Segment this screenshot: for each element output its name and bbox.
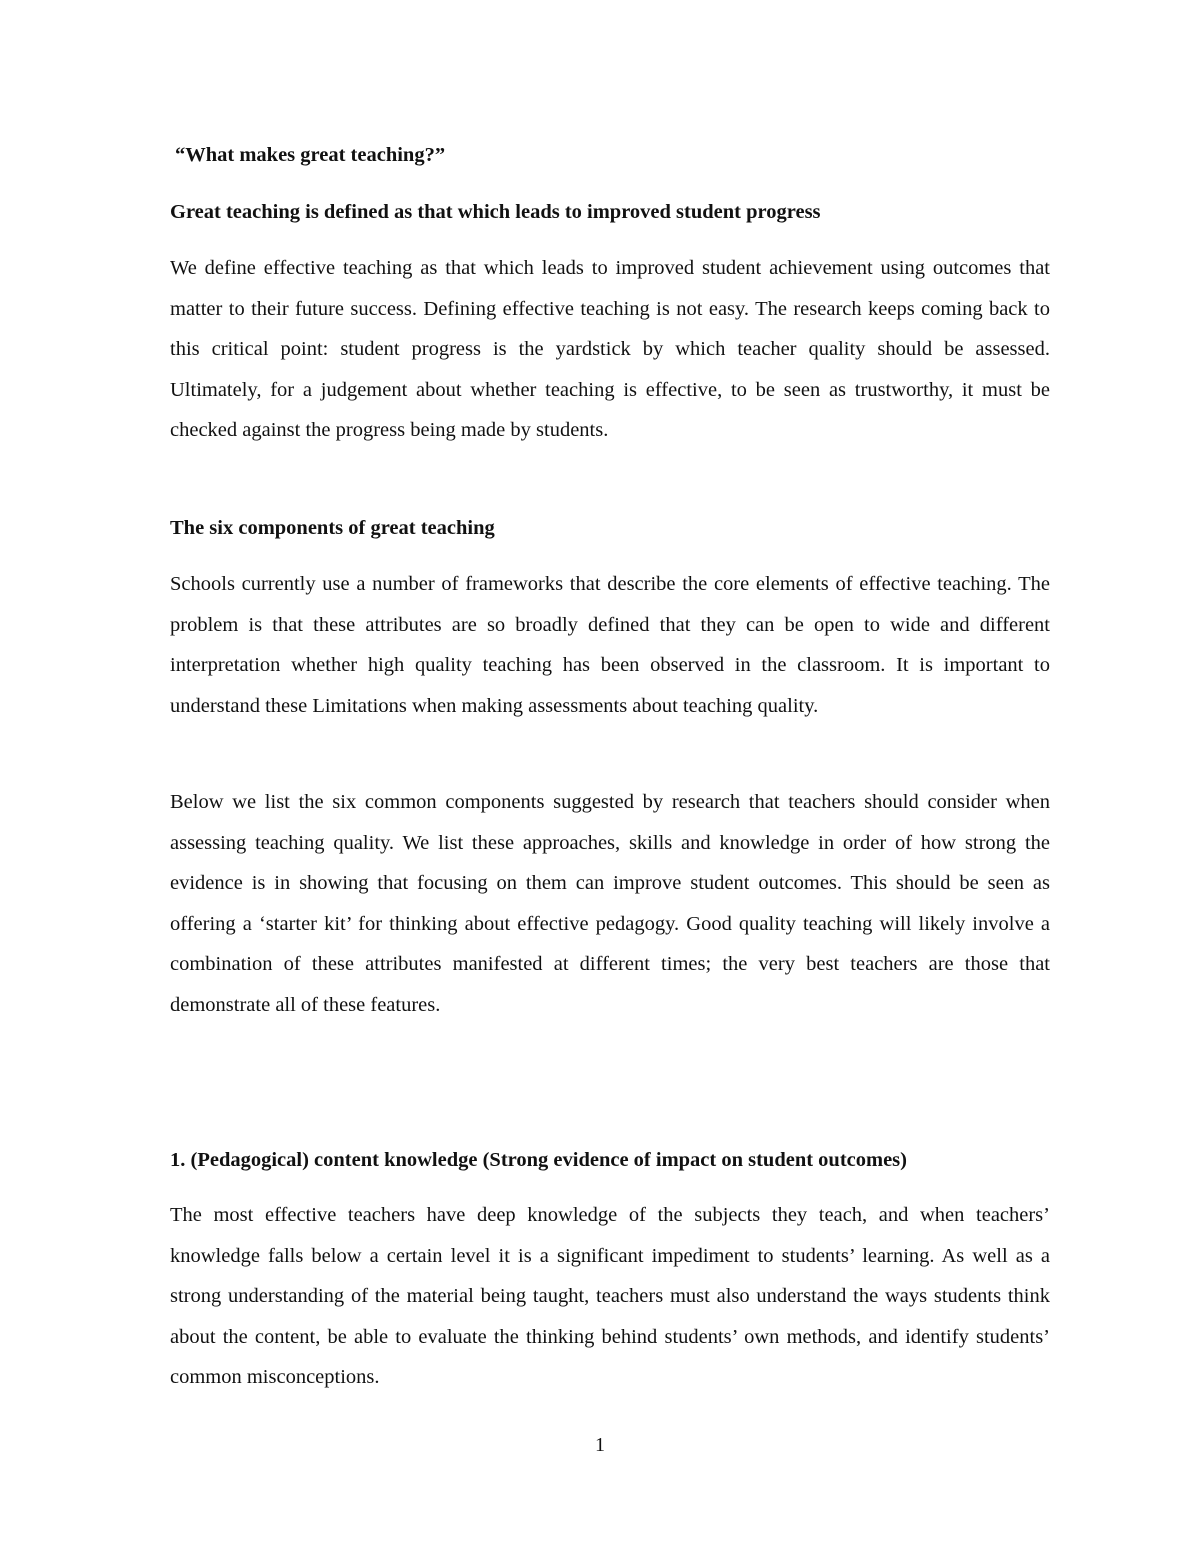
- paragraph-six-components-list-intro: Below we list the six common components suggested by research that teachers should consider when assessing teaching quality. We list these approaches, skills and knowledge in order of how strong the evidence is in showing that focusing on them can improve student outcomes. This should be seen as offering a ‘starter kit’ for thinking about effective pedagogy. Good quality teaching will likely involve a combination of these attributes manifested at different times; the very best teachers are those that demonstrate all of these features.: [170, 791, 1050, 1016]
- document-title: “What makes great teaching?”: [175, 144, 446, 166]
- section-heading-six-components: The six components of great teaching: [170, 517, 495, 539]
- section-heading-great-teaching: Great teaching is defined as that which leads to improved student progress: [170, 201, 821, 223]
- paragraph-frameworks: Schools currently use a number of frameworks that describe the core elements of effective teaching. The problem is that these attributes are so broadly defined that they can be open to wide and different interpretation whether high quality teaching has been observed in the classroom. It is important to understand these Limitations when making assessments about teaching quality.: [170, 573, 1050, 717]
- page-number: 1: [595, 1434, 605, 1456]
- paragraph-effective-teaching-definition: We define effective teaching as that which leads to improved student achievement using outcomes that matter to their future success. Defining effective teaching is not easy. The research keeps coming back to this critical point: student progress is the yardstick by which teacher quality should be assessed. Ultimately, for a judgement about whether teaching is effective, to be seen as trustworthy, it must be checked against the progress being made by students.: [170, 257, 1050, 442]
- paragraph-content-knowledge: The most effective teachers have deep knowledge of the subjects they teach, and when teachers’ knowledge falls below a certain level it is a significant impediment to students’ learning. As well as a strong understanding of the material being taught, teachers must also understand the ways students think about the content, be able to evaluate the thinking behind students’ own methods, and identify students’ common misconceptions.: [170, 1204, 1050, 1389]
- section-heading-content-knowledge: 1. (Pedagogical) content knowledge (Strong evidence of impact on student outcomes): [170, 1149, 907, 1171]
